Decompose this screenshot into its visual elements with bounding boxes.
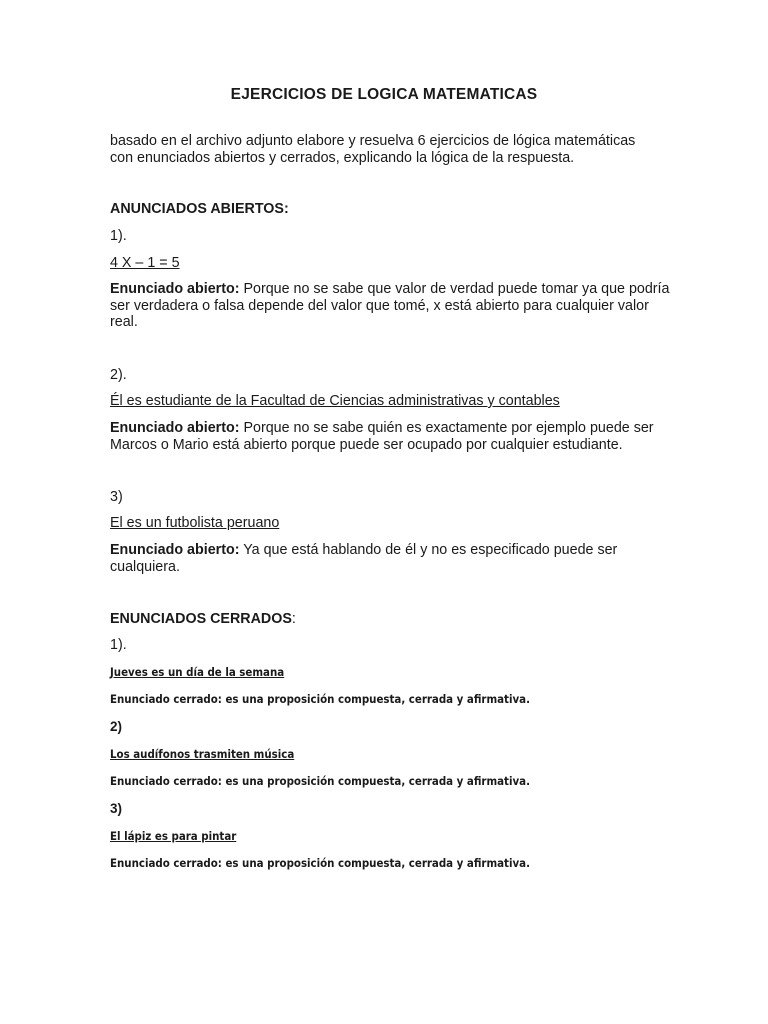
open-item-1-label: Enunciado abierto: (110, 281, 240, 297)
open-item-2-label: Enunciado abierto: (110, 420, 240, 436)
open-item-1-statement: 4 X – 1 = 5 (110, 255, 180, 271)
open-item-2-number: 2). (110, 367, 127, 383)
closed-item-2-text: es una proposición compuesta, cerrada y afirmativa. (221, 774, 530, 788)
open-item-1-number: 1). (110, 228, 127, 244)
open-item-3-statement: El es un futbolista peruano (110, 515, 280, 531)
open-item-1-text: Porque no se sabe que valor de verdad puede tomar ya que podría ser verdadera o falsa depende del valor que tomé, x está abierto para cualquier valor real. (110, 281, 670, 330)
closed-item-1-number: 1). (110, 637, 127, 653)
intro-paragraph (110, 133, 670, 166)
intro-line-1: basado en el archivo adjunto elabore y resuelva 6 ejercicios de lógica matemáticas (110, 133, 636, 149)
closed-section-heading-text: ENUNCIADOS CERRADOS (110, 611, 292, 627)
open-item-3-explanation (110, 542, 670, 575)
intro-line-2: con enunciados abiertos y cerrados, explicando la lógica de la respuesta. (110, 149, 575, 166)
closed-item-2-explanation (110, 774, 670, 788)
open-item-3-label: Enunciado abierto: (110, 542, 240, 558)
open-section-heading: ANUNCIADOS ABIERTOS: (110, 201, 289, 217)
closed-item-3-number: 3) (110, 801, 123, 816)
closed-item-1-label: Enunciado cerrado: (110, 692, 222, 706)
open-item-3-number: 3) (110, 489, 123, 505)
closed-item-2-number: 2) (110, 719, 123, 734)
closed-item-1-statement: Jueves es un día de la semana (110, 665, 285, 679)
open-item-1-explanation (110, 281, 670, 331)
closed-item-3-text: es una proposición compuesta, cerrada y afirmativa. (221, 856, 530, 870)
closed-item-2-statement: Los audífonos trasmiten música (110, 747, 295, 761)
closed-section-heading-colon: : (291, 611, 296, 627)
closed-item-3-label: Enunciado cerrado: (110, 856, 222, 870)
closed-item-1-explanation (110, 692, 670, 706)
open-item-2-explanation (110, 420, 670, 453)
open-item-2-text: Porque no se sabe quién es exactamente por ejemplo puede ser Marcos o Mario está abierto porque puede ser ocupado por cualquier estudiante. (110, 420, 654, 453)
closed-item-2-label: Enunciado cerrado: (110, 774, 222, 788)
closed-item-1-text: es una proposición compuesta, cerrada y afirmativa. (221, 692, 530, 706)
open-item-2-statement: Él es estudiante de la Facultad de Ciencias administrativas y contables (110, 393, 560, 409)
closed-item-3-explanation (110, 856, 670, 870)
open-item-3-text: Ya que está hablando de él y no es especificado puede ser cualquiera. (110, 542, 618, 575)
closed-item-3-statement: El lápiz es para pintar (110, 829, 237, 843)
closed-section-heading (110, 611, 670, 628)
document-title: EJERCICIOS DE LOGICA MATEMATICAS (230, 86, 538, 103)
